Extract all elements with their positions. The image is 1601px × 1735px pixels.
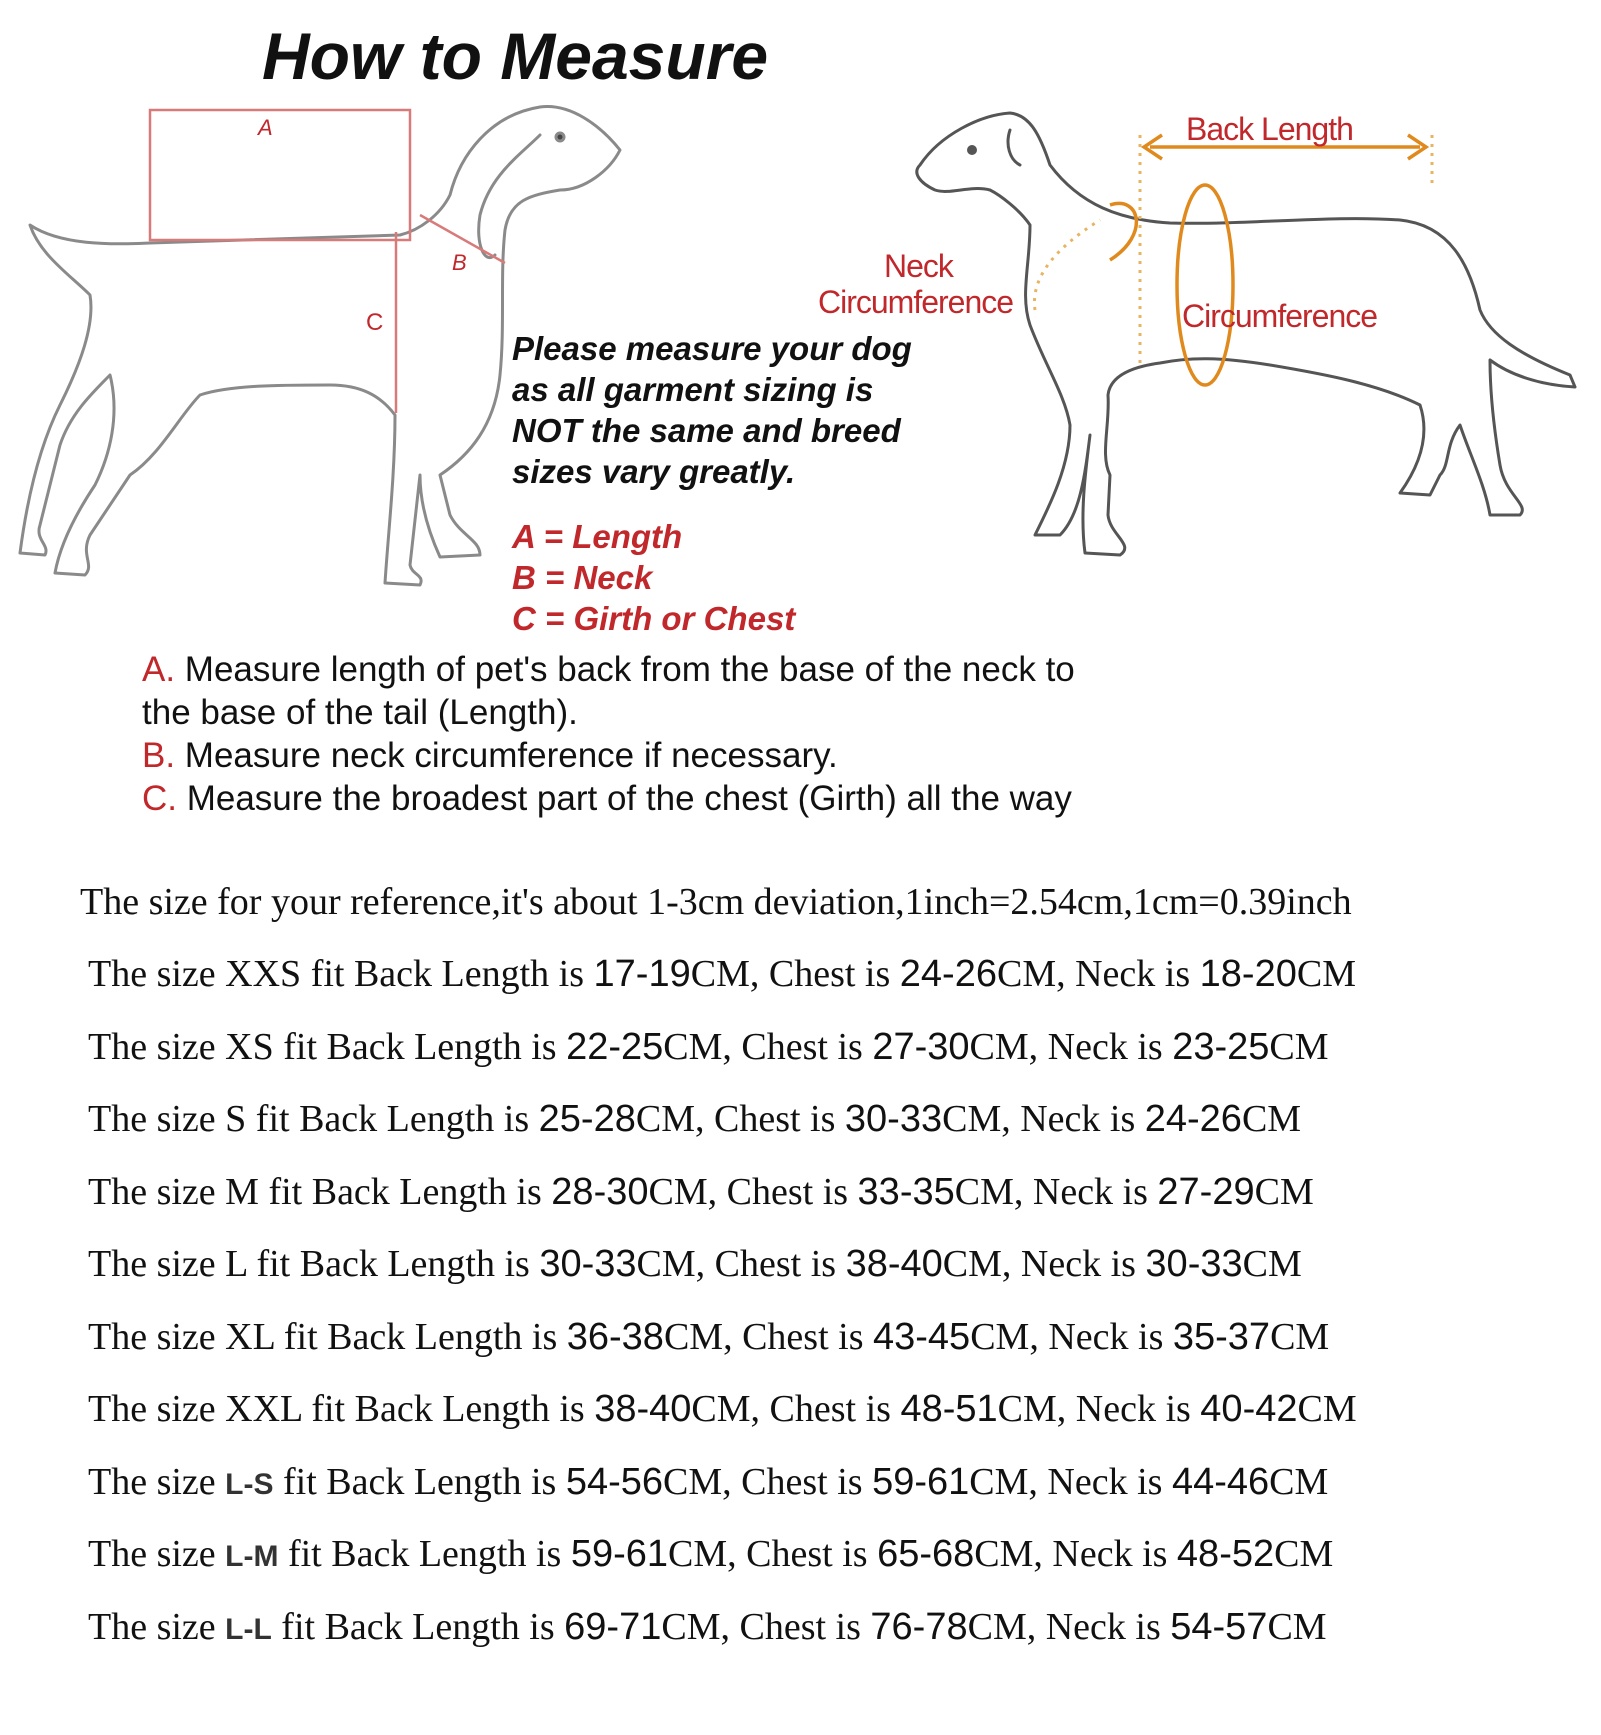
row-chest-label: CM, Chest is [663, 1315, 873, 1358]
row-neck-label: CM, Neck is [942, 1098, 1145, 1140]
neck-value: 35-37 [1172, 1315, 1271, 1358]
size-label: XL [225, 1315, 275, 1358]
size-row [88, 1460, 1328, 1504]
instruction-marker: A. [142, 650, 176, 689]
instruction-a [142, 650, 1075, 690]
back-length-value: 54-56 [565, 1460, 664, 1503]
row-unit: CM [1270, 1315, 1330, 1358]
chest-value: 24-26 [899, 953, 997, 995]
instruction-a-cont [142, 693, 578, 733]
row-back-label: fit Back Length is [278, 1533, 571, 1575]
row-back-label: fit Back Length is [258, 1170, 552, 1213]
neck-value: 40-42 [1200, 1388, 1298, 1430]
row-neck-label: CM, Neck is [954, 1170, 1158, 1213]
size-label: M [225, 1170, 259, 1213]
instruction-text: Measure length of pet's back from the base of the neck to [175, 650, 1075, 689]
size-row [88, 1025, 1329, 1069]
back-length-value: 38-40 [594, 1388, 692, 1430]
instruction-marker: C. [142, 779, 177, 818]
size-label: L-L [225, 1612, 272, 1646]
row-chest-label: CM, Chest is [691, 1388, 901, 1430]
row-back-label: fit Back Length is [274, 1315, 567, 1358]
chest-value: 43-45 [873, 1315, 971, 1358]
instruction-marker: B. [142, 736, 176, 775]
size-row [88, 1532, 1333, 1576]
size-row [88, 1315, 1329, 1359]
back-length-value: 28-30 [551, 1170, 649, 1213]
neck-value: 24-26 [1144, 1098, 1242, 1140]
row-neck-label: CM, Neck is [942, 1243, 1146, 1285]
size-row [88, 1242, 1302, 1286]
right-dog-illustration [917, 113, 1575, 555]
row-neck-label: CM, Neck is [996, 953, 1200, 995]
label-a: A [258, 115, 273, 140]
row-prefix: The size [88, 1533, 226, 1575]
size-label: XS [225, 1025, 274, 1068]
row-chest-label: CM, Chest is [668, 1533, 878, 1575]
back-length-value: 25-28 [538, 1098, 636, 1140]
back-length-value: 22-25 [566, 1025, 664, 1068]
note-line: as all garment sizing is [512, 371, 874, 408]
chest-value: 59-61 [872, 1460, 970, 1503]
back-length-value: 59-61 [570, 1533, 669, 1575]
legend-length: A = Length [512, 518, 683, 555]
neck-circumference-label-1: Neck [884, 248, 953, 284]
row-prefix: The size [88, 1315, 226, 1358]
row-back-label: fit Back Length is [246, 1098, 539, 1140]
chest-value: 38-40 [845, 1243, 943, 1285]
row-chest-label: CM, Chest is [663, 1460, 873, 1503]
row-neck-label: CM, Neck is [969, 1460, 1172, 1503]
row-chest-label: CM, Chest is [635, 1098, 845, 1140]
row-back-label: fit Back Length is [301, 1388, 595, 1430]
row-back-label: fit Back Length is [273, 1025, 567, 1068]
row-prefix: The size [88, 1388, 226, 1430]
row-neck-label: CM, Neck is [967, 1605, 1171, 1648]
back-length-value: 30-33 [539, 1243, 637, 1285]
legend-neck: B = Neck [512, 559, 653, 596]
row-chest-label: CM, Chest is [661, 1605, 871, 1648]
row-back-label: fit Back Length is [301, 953, 594, 995]
row-prefix: The size [88, 953, 226, 995]
note-line: Please measure your dog [512, 330, 912, 367]
page-title: How to Measure [262, 19, 769, 93]
row-chest-label: CM, Chest is [663, 1025, 873, 1068]
instruction-c [142, 779, 1072, 819]
row-neck-label: CM, Neck is [974, 1533, 1177, 1575]
size-label: L [225, 1243, 247, 1285]
chest-value: 76-78 [870, 1605, 968, 1648]
measurement-arrows [1110, 135, 1426, 385]
instruction-text: Measure neck circumference if necessary. [175, 736, 838, 775]
neck-value: 27-29 [1157, 1170, 1255, 1213]
instruction-text: the base of the tail (Length). [142, 693, 578, 732]
size-row [88, 952, 1356, 996]
row-back-label: fit Back Length is [271, 1605, 565, 1648]
size-label: XXS [225, 953, 302, 995]
row-unit: CM [1297, 1388, 1357, 1430]
size-row [88, 1097, 1301, 1141]
row-neck-label: CM, Neck is [970, 1315, 1173, 1358]
label-b: B [452, 250, 467, 275]
row-prefix: The size [88, 1170, 226, 1213]
row-prefix: The size [88, 1243, 226, 1285]
circumference-label: Circumference [1182, 298, 1378, 334]
row-chest-label: CM, Chest is [636, 1243, 846, 1285]
chest-value: 48-51 [900, 1388, 998, 1430]
instruction-b [142, 736, 838, 776]
neck-value: 18-20 [1199, 953, 1297, 995]
chest-value: 27-30 [872, 1025, 970, 1068]
row-unit: CM [1241, 1098, 1302, 1140]
legend-girth: C = Girth or Chest [512, 600, 796, 637]
row-chest-label: CM, Chest is [690, 953, 900, 995]
row-unit: CM [1296, 953, 1356, 995]
size-row [88, 1605, 1327, 1649]
row-chest-label: CM, Chest is [648, 1170, 858, 1213]
back-length-value: 69-71 [564, 1605, 662, 1648]
size-label: S [225, 1098, 247, 1140]
chest-value: 30-33 [844, 1098, 943, 1140]
size-row [88, 1387, 1357, 1431]
size-label: L-S [225, 1467, 274, 1501]
row-back-label: fit Back Length is [273, 1460, 566, 1503]
size-label: L-M [225, 1540, 279, 1573]
size-label: XXL [225, 1388, 302, 1430]
row-unit: CM [1269, 1460, 1329, 1503]
row-unit: CM [1254, 1170, 1314, 1213]
row-prefix: The size [88, 1025, 226, 1068]
note-line: NOT the same and breed [512, 412, 901, 449]
neck-value: 30-33 [1145, 1243, 1243, 1285]
back-length-label: Back Length [1186, 111, 1353, 147]
neck-value: 23-25 [1172, 1025, 1270, 1068]
row-back-label: fit Back Length is [246, 1243, 540, 1285]
note-line: sizes vary greatly. [512, 453, 796, 490]
row-unit: CM [1267, 1605, 1327, 1648]
size-row [88, 1170, 1314, 1214]
row-neck-label: CM, Neck is [997, 1388, 1201, 1430]
row-prefix: The size [88, 1605, 226, 1648]
row-neck-label: CM, Neck is [969, 1025, 1173, 1068]
row-unit: CM [1269, 1025, 1329, 1068]
label-c: C [366, 309, 384, 336]
size-reference-note: The size for your reference,it's about 1-3cm deviation,1inch=2.54cm,1cm=0.39inch [80, 881, 1352, 923]
back-length-value: 17-19 [593, 953, 691, 995]
neck-value: 48-52 [1176, 1533, 1275, 1575]
back-length-value: 36-38 [566, 1315, 664, 1358]
neck-value: 44-46 [1171, 1460, 1270, 1503]
chest-value: 65-68 [877, 1533, 975, 1575]
instruction-text: Measure the broadest part of the chest (Girth) all the way [177, 779, 1072, 818]
row-unit: CM [1274, 1533, 1334, 1575]
row-prefix: The size [88, 1460, 226, 1503]
chest-value: 33-35 [857, 1170, 955, 1213]
row-unit: CM [1242, 1243, 1302, 1285]
neck-value: 54-57 [1170, 1605, 1268, 1648]
row-prefix: The size [88, 1098, 226, 1140]
neck-circumference-label-2: Circumference [818, 284, 1014, 320]
